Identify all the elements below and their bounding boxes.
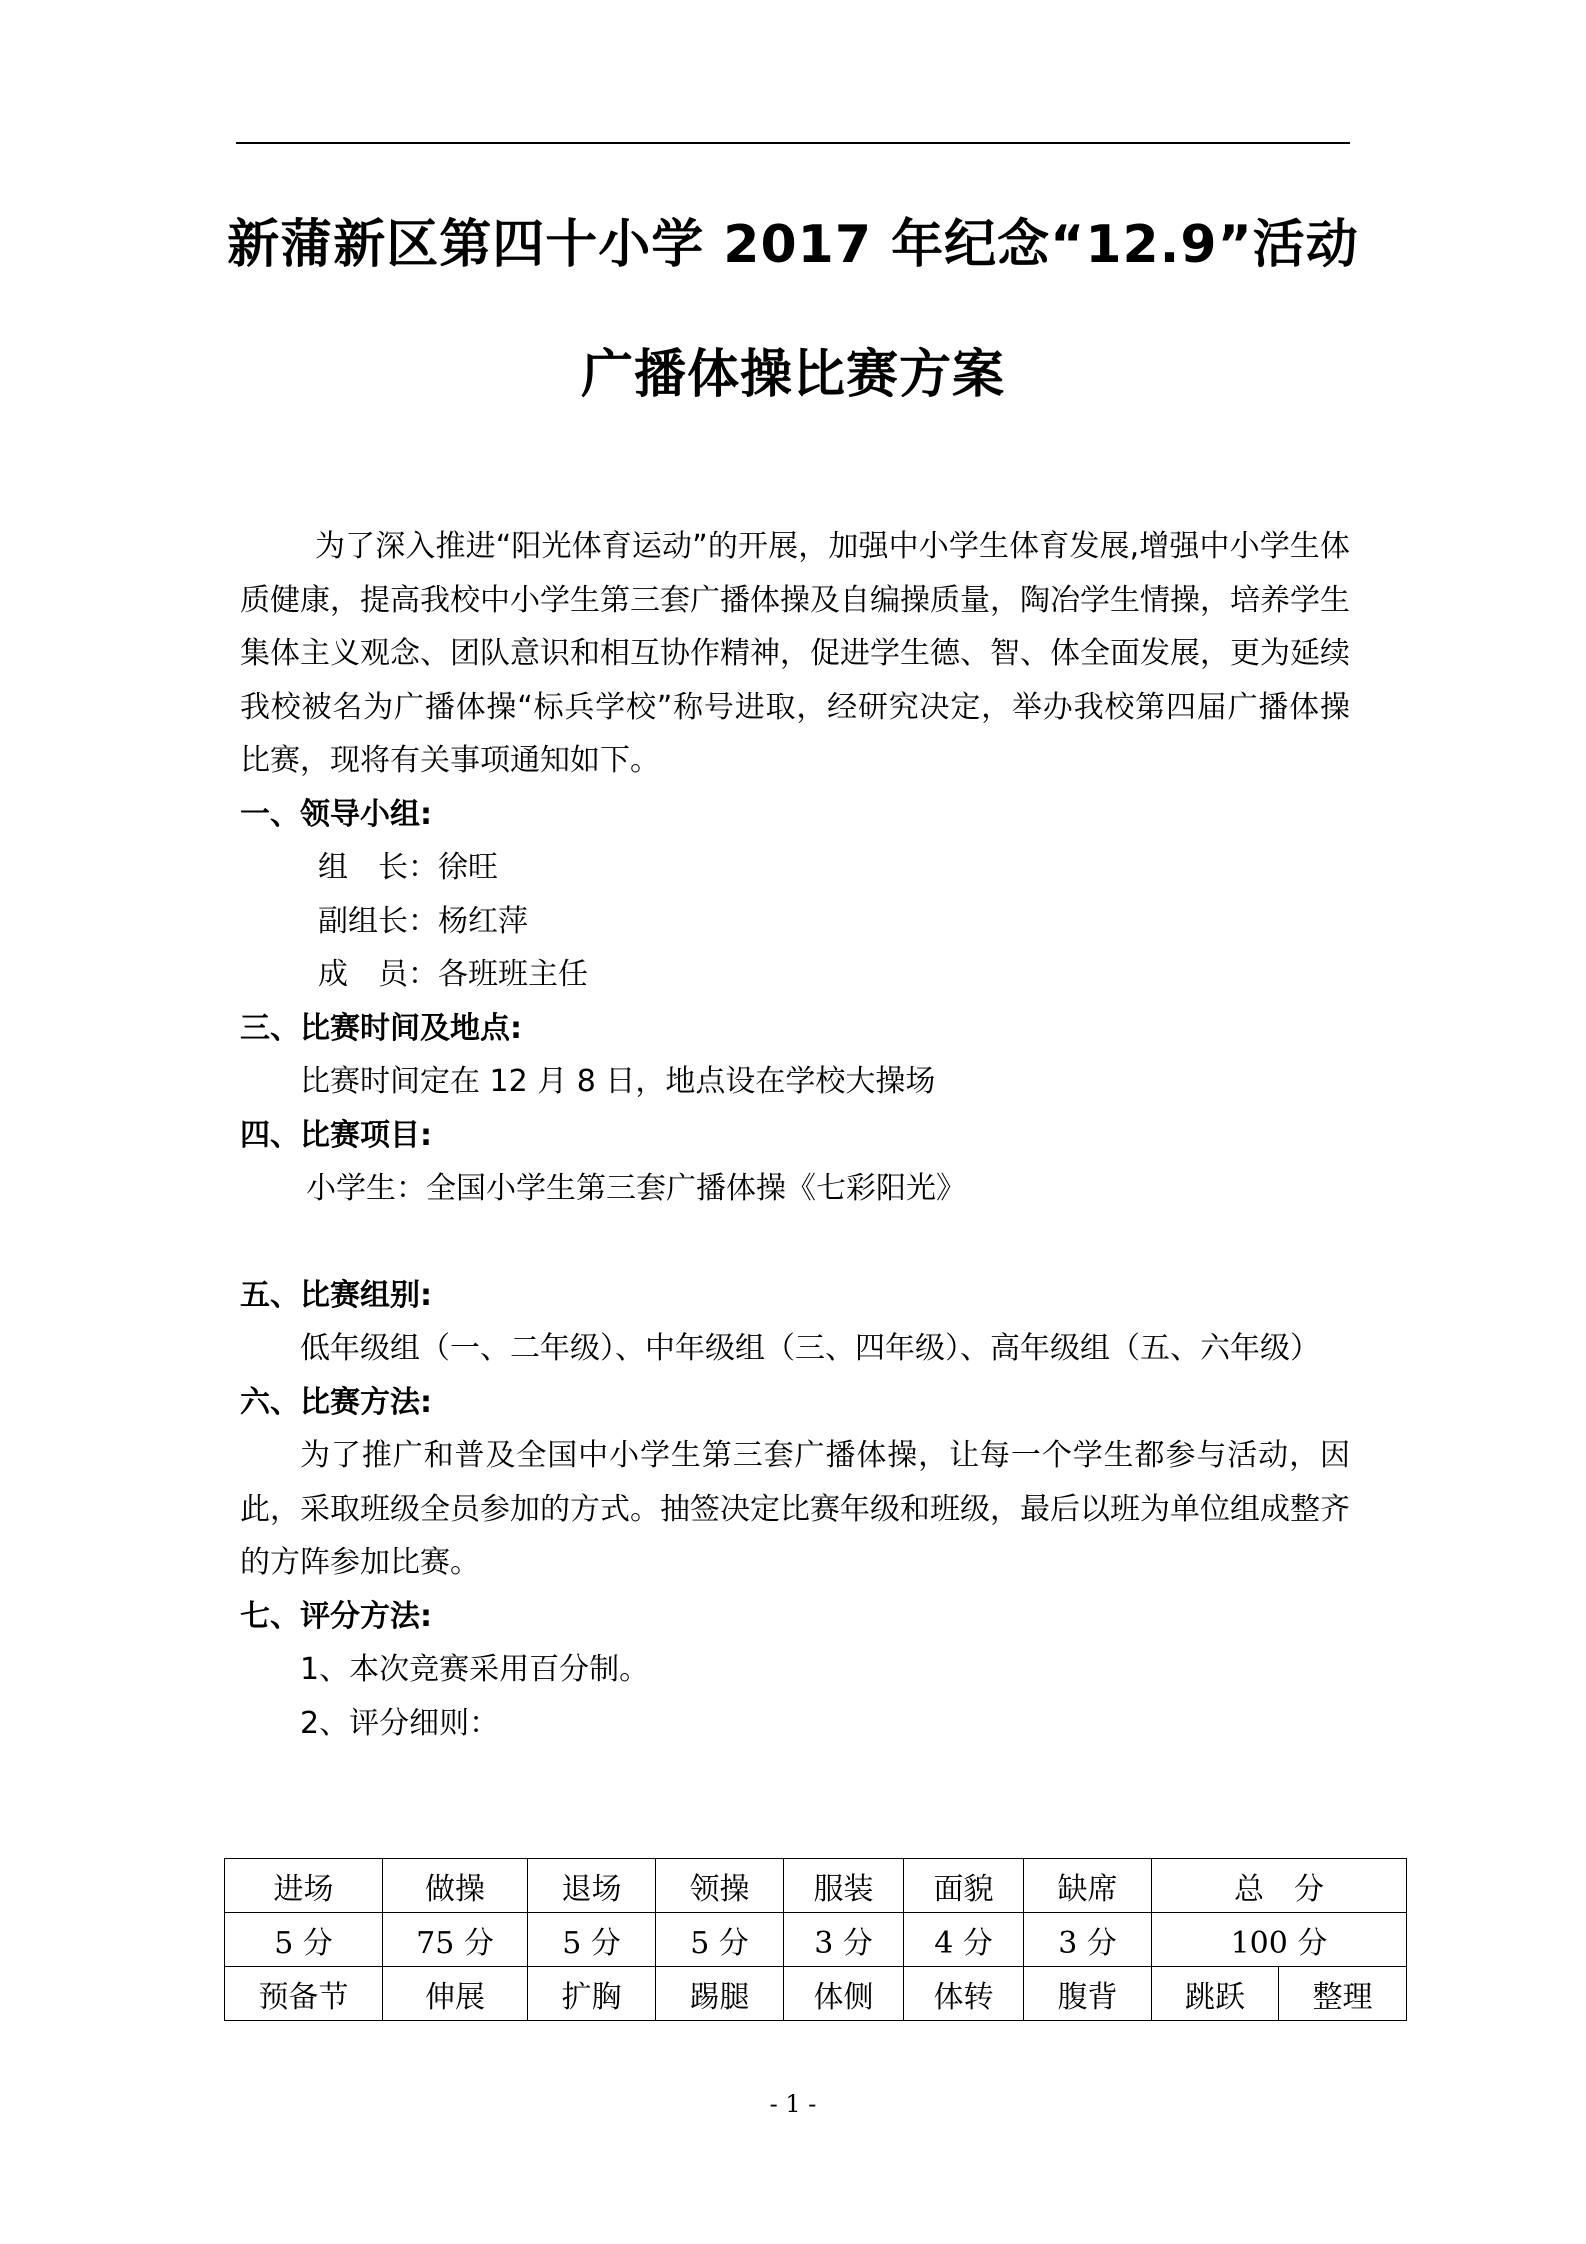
scoring-item-2: 2、评分细则： — [300, 1705, 500, 1741]
table-cell: 75 分 — [383, 1913, 528, 1967]
section-1-heading: 一、领导小组: — [240, 796, 432, 832]
document-title-line-1: 新蒲新区第四十小学 2017 年纪念“12.9”活动 — [227, 215, 1359, 275]
page-number: - 1 - — [769, 2090, 817, 2118]
table-cell: 腹背 — [1024, 1967, 1152, 2021]
table-cell: 预备节 — [225, 1967, 383, 2021]
table-cell: 缺席 — [1024, 1859, 1152, 1913]
table-cell: 做操 — [383, 1859, 528, 1913]
table-cell: 4 分 — [904, 1913, 1024, 1967]
table-cell: 体转 — [904, 1967, 1024, 2021]
groups-text: 低年级组（一、二年级）、中年级组（三、四年级）、高年级组（五、六年级） — [300, 1331, 1320, 1366]
table-row — [225, 1859, 1407, 1913]
scoring-item-1: 1、本次竞赛采用百分制。 — [300, 1652, 650, 1687]
section-3-heading: 三、比赛时间及地点: — [240, 1010, 522, 1046]
table-cell: 扩胸 — [528, 1967, 656, 2021]
intro-paragraph: 为了深入推进“阳光体育运动”的开展，加强中小学生体育发展,增强中小学生体质健康，提高我校中小学生第三套广播体操及自编操质量，陶冶学生情操，培养学生集体主义观念、团队意识和相互协作精神，促进学生德、智、体全面发展，更为延续我校被名为广播体操“标兵学校”称号进取，经研究决定，举办我校第四届广播体操比赛，现将有关事项通知如下。 — [240, 529, 1350, 778]
method-text: 为了推广和普及全国中小学生第三套广播体操，让每一个学生都参与活动，因此，采取班级全员参加的方式。抽签决定比赛年级和班级，最后以班为单位组成整齐的方阵参加比赛。 — [240, 1438, 1350, 1580]
table-cell: 总 分 — [1152, 1859, 1407, 1913]
section-4-heading: 四、比赛项目: — [240, 1117, 432, 1153]
section-5-heading: 五、比赛组别: — [240, 1277, 432, 1313]
leader-line: 组 长：徐旺 — [318, 850, 498, 885]
table-row — [225, 1913, 1407, 1967]
table-cell: 3 分 — [1024, 1913, 1152, 1967]
table-cell: 整理 — [1279, 1967, 1407, 2021]
event-text: 小学生：全国小学生第三套广播体操《七彩阳光》 — [306, 1171, 966, 1206]
table-row — [225, 1967, 1407, 2021]
table-cell: 服装 — [784, 1859, 904, 1913]
table-cell: 领操 — [656, 1859, 784, 1913]
scoring-table — [224, 1858, 1407, 2021]
table-cell: 进场 — [225, 1859, 383, 1913]
table-cell: 3 分 — [784, 1913, 904, 1967]
table-cell: 100 分 — [1152, 1913, 1407, 1967]
members-line: 成 员：各班班主任 — [318, 957, 588, 992]
section-7-heading: 七、评分方法: — [240, 1598, 432, 1634]
time-place-text: 比赛时间定在 12 月 8 日，地点设在学校大操场 — [300, 1064, 936, 1099]
spacer — [240, 1216, 1350, 1269]
table-cell: 退场 — [528, 1859, 656, 1913]
table-cell: 5 分 — [528, 1913, 656, 1967]
table-cell: 5 分 — [225, 1913, 383, 1967]
deputy-leader-line: 副组长：杨红萍 — [318, 903, 528, 939]
table-cell: 面貌 — [904, 1859, 1024, 1913]
table-cell: 体侧 — [784, 1967, 904, 2021]
section-6-heading: 六、比赛方法: — [240, 1384, 432, 1420]
table-cell: 伸展 — [383, 1967, 528, 2021]
table-cell: 5 分 — [656, 1913, 784, 1967]
document-body — [240, 520, 1350, 1750]
document-title-line-2: 广播体操比赛方案 — [580, 345, 1005, 405]
table-cell: 跳跃 — [1152, 1967, 1279, 2021]
header-rule — [236, 142, 1350, 144]
table-cell: 踢腿 — [656, 1967, 784, 2021]
